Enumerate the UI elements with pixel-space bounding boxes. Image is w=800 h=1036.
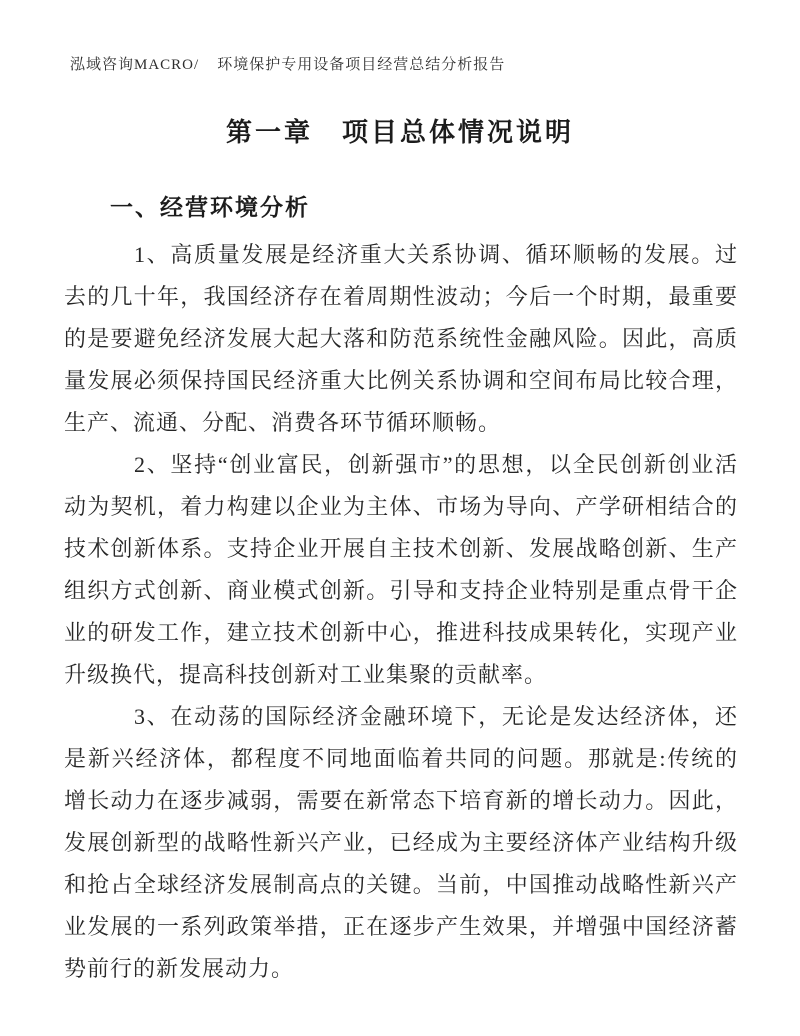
body-text bbox=[64, 234, 738, 990]
chapter-title: 第一章 项目总体情况说明 bbox=[225, 118, 574, 147]
paragraph-1: 1、高质量发展是经济重大关系协调、循环顺畅的发展。过去的几十年，我国经济存在着周期性波动；今后一个时期，最重要的是要避免经济发展大起大落和防范系统性金融风险。因此，高质量发展必须保持国民经济重大比例关系协调和空间布局比较合理，生产、流通、分配、消费各环节循环顺畅。 bbox=[64, 242, 738, 435]
header-company-label: 泓域咨询MACRO/ bbox=[70, 57, 200, 73]
section-heading: 一、经营环境分析 bbox=[110, 195, 310, 220]
paragraph-3: 3、在动荡的国际经济金融环境下，无论是发达经济体，还是新兴经济体，都程度不同地面临着共同的问题。那就是:传统的增长动力在逐步减弱，需要在新常态下培育新的增长动力。因此，发展创新型的战略性新兴产业，已经成为主要经济体产业结构升级和抢占全球经济发展制高点的关键。当前，中国推动战略性新兴产业发展的一系列政策举措，正在逐步产生效果，并增强中国经济蓄势前行的新发展动力。 bbox=[64, 704, 738, 981]
header-report-title: 环境保护专用设备项目经营总结分析报告 bbox=[217, 57, 506, 73]
page-header bbox=[70, 53, 740, 74]
paragraph-2: 2、坚持“创业富民，创新强市”的思想，以全民创新创业活动为契机，着力构建以企业为主体、市场为导向、产学研相结合的技术创新体系。支持企业开展自主技术创新、发展战略创新、生产组织方式创新、商业模式创新。引导和支持企业特别是重点骨干企业的研发工作，建立技术创新中心，推进科技成果转化，实现产业升级换代，提高科技创新对工业集聚的贡献率。 bbox=[64, 452, 738, 687]
